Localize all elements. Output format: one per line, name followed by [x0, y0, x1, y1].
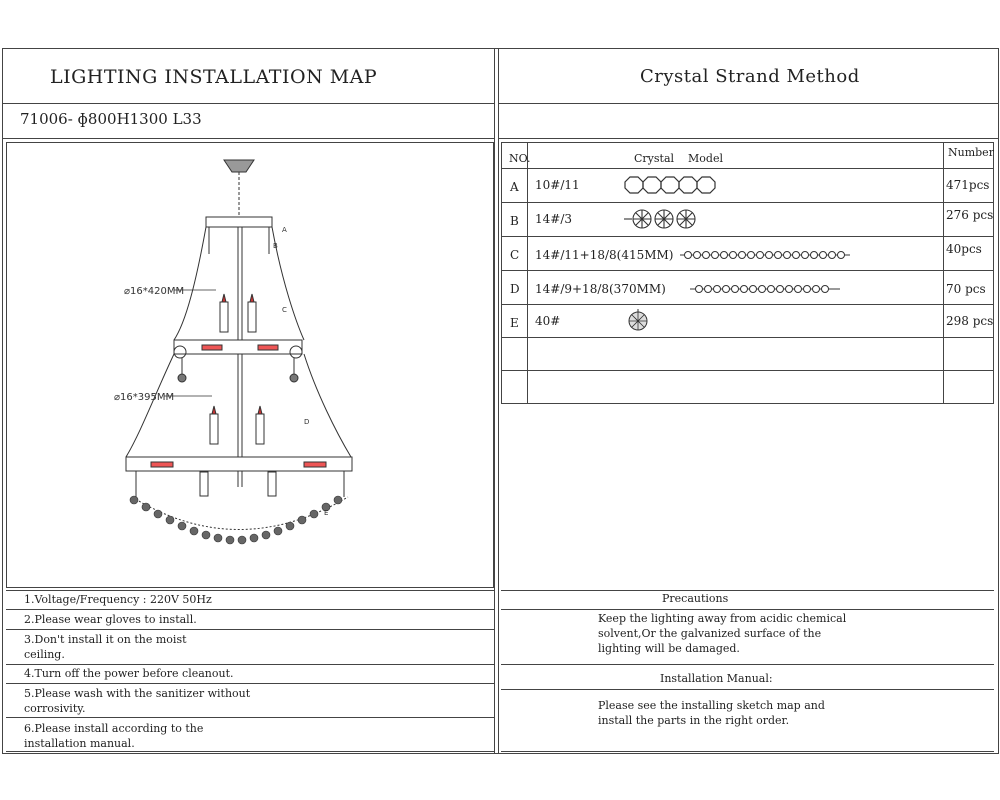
manual-title: Installation Manual:	[660, 672, 773, 685]
label-a: A	[282, 226, 287, 234]
model-rule	[2, 138, 494, 139]
col-no-header: NO.	[509, 152, 531, 165]
chandelier-drawing	[6, 142, 494, 588]
left-title-rule	[2, 103, 494, 104]
octagon-chain-icon	[624, 174, 720, 196]
precautions-text: Keep the lighting away from acidic chemical solvent,Or the galvanized surface of the lighting will be damaged.	[598, 612, 847, 655]
row-e-model: 40#	[535, 314, 561, 328]
row-b-no: B	[510, 214, 519, 228]
row-d-no: D	[510, 282, 520, 296]
label-e: E	[324, 509, 329, 517]
row-c-number: 40pcs	[946, 242, 982, 256]
row-a-model: 10#/11	[535, 178, 580, 192]
dim1-label: ⌀16*420MM	[124, 286, 185, 297]
center-divider-2	[498, 48, 499, 754]
row-c-no: C	[510, 248, 520, 262]
center-divider	[494, 48, 495, 754]
label-d: D	[304, 418, 310, 426]
note-1: 1.Voltage/Frequency : 220V 50Hz	[24, 593, 212, 606]
dim2-label: ⌀16*395MM	[114, 392, 175, 403]
note-5: 5.Please wash with the sanitizer without corrosivity.	[24, 687, 251, 715]
row-e-number: 298 pcs	[946, 314, 994, 328]
row-b-number: 276 pcs	[946, 208, 994, 222]
label-c: C	[282, 306, 287, 314]
row-a-no: A	[510, 180, 519, 194]
manual-text: Please see the installing sketch map and install the parts in the right order.	[598, 699, 825, 727]
row-d-model: 14#/9+18/8(370MM)	[535, 282, 666, 296]
col-number-header: Number	[948, 146, 994, 159]
bead-strand-long-icon	[680, 248, 850, 262]
model-line: 71006- ɸ800H1300 L33	[20, 110, 202, 128]
star-octagon-chain-icon	[624, 208, 708, 230]
row-c-model: 14#/11+18/8(415MM)	[535, 248, 674, 262]
right-title: Crystal Strand Method	[640, 66, 860, 87]
crystal-ball-icon	[627, 308, 649, 332]
bead-strand-short-icon	[690, 282, 840, 296]
note-4: 4.Turn off the power before cleanout.	[24, 667, 234, 680]
col-model-header: Crystal Model	[634, 152, 723, 165]
label-b: B	[273, 242, 278, 250]
row-b-model: 14#/3	[535, 212, 573, 226]
precautions-title: Precautions	[662, 592, 729, 605]
note-6: 6.Please install according to the installation manual.	[24, 722, 204, 750]
row-e-no: E	[510, 316, 519, 330]
note-3: 3.Don't install it on the moist ceiling.	[24, 633, 187, 661]
note-2: 2.Please wear gloves to install.	[24, 613, 197, 626]
row-d-number: 70 pcs	[946, 282, 986, 296]
row-a-number: 471pcs	[946, 178, 990, 192]
left-title: LIGHTING INSTALLATION MAP	[50, 66, 378, 88]
